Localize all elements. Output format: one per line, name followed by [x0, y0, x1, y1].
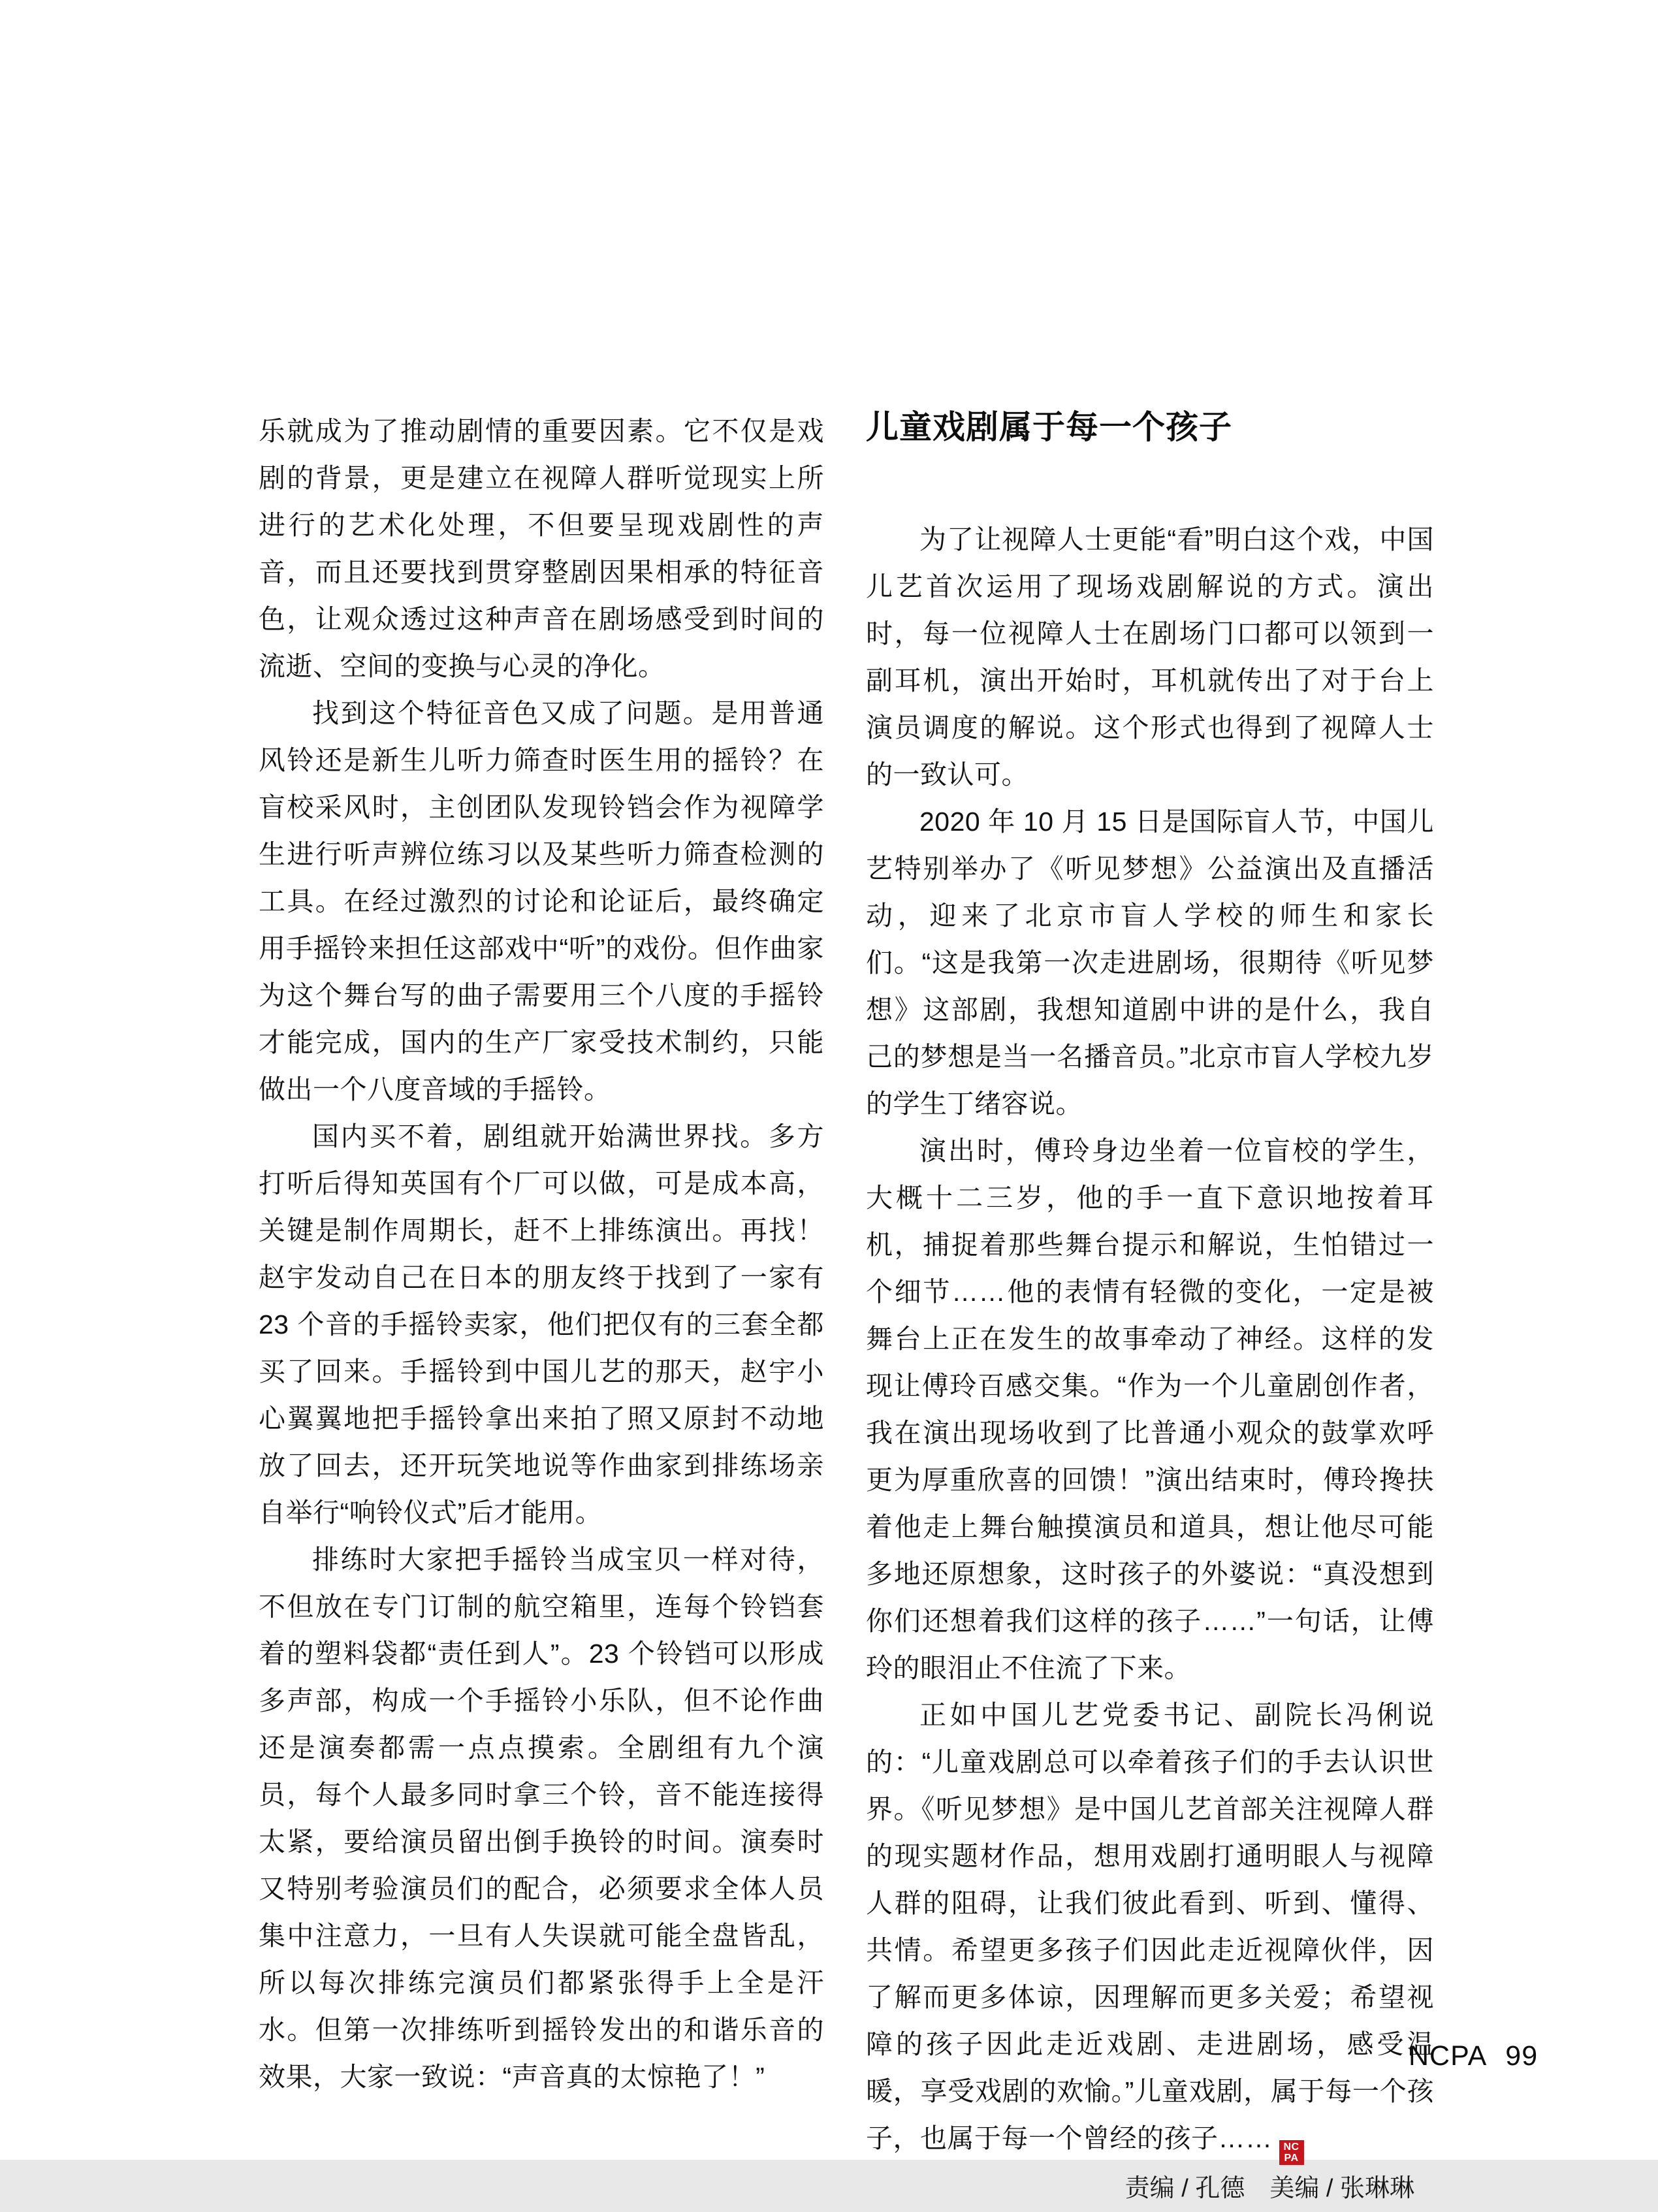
editor-byline: 责编 / 孔德 美编 / 张琳琳: [1124, 2175, 1414, 2202]
left-text-column: [259, 408, 824, 2100]
paragraph: 找到这个特征音色又成了问题。是用普通风铃还是新生儿听力筛查时医生用的摇铃？在盲校采风时，主创团队发现铃铛会作为视障学生进行听声辨位练习以及某些听力筛查检测的工具。在经过激烈的讨论和论证后，最终确定用手摇铃来担任这部戏中“听”的戏份。但作曲家为这个舞台写的曲子需要用三个八度的手摇铃才能完成，国内的生产厂家受技术制约，只能做出一个八度音域的手摇铃。: [259, 698, 824, 1104]
ncpa-end-mark-line1: NC: [1283, 2141, 1299, 2153]
right-text-column: [866, 408, 1434, 2212]
paragraph: 排练时大家把手摇铃当成宝贝一样对待，不但放在专门订制的航空箱里，连每个铃铛套着的塑料袋都“责任到人”。23 个铃铛可以形成多声部，构成一个手摇铃小乐队，但不论作曲还是演奏都需一点点摸索。全剧组有九个演员，每个人最多同时拿三个铃，音不能连接得太紧，要给演员留出倒手换铃的时间。演奏时又特别考验演员们的配合，必须要求全体人员集中注意力，一旦有人失误就可能全盘皆乱，所以每次排练完演员们都紧张得手上全是汗水。但第一次排练听到摇铃发出的和谐乐音的效果，大家一致说：“声音真的太惊艳了！”: [259, 1545, 824, 2092]
paragraph: 演出时，傅玲身边坐着一位盲校的学生，大概十二三岁，他的手一直下意识地按着耳机，捕捉着那些舞台提示和解说，生怕错过一个细节……他的表情有轻微的变化，一定是被舞台上正在发生的故事牵动了神经。这样的发现让傅玲百感交集。“作为一个儿童剧创作者，我在演出现场收到了比普通小观众的鼓掌欢呼更为厚重欣喜的回馈！”演出结束时，傅玲搀扶着他走上舞台触摸演员和道具，想让他尽可能多地还原想象，这时孩子的外婆说：“真没想到你们还想着我们这样的孩子……”一句话，让傅玲的眼泪止不住流了下来。: [866, 1136, 1434, 1683]
paragraph: 国内买不着，剧组就开始满世界找。多方打听后得知英国有个厂可以做，可是成本高，关键是制作周期长，赶不上排练演出。再找！赵宇发动自己在日本的朋友终于找到了一家有 23 个音的手摇铃卖家，他们把仅有的三套全都买了回来。手摇铃到中国儿艺的那天，赵宇小心翼翼地把手摇铃拿出来拍了照又原封不动地放了回去，还开玩笑地说等作曲家到排练场亲自举行“响铃仪式”后才能用。: [259, 1121, 824, 1528]
paragraph: [866, 1691, 1434, 2165]
footer-page-number: 99: [1505, 2040, 1538, 2072]
paragraph-text: 正如中国儿艺党委书记、副院长冯俐说的：“儿童戏剧总可以牵着孩子们的手去认识世界。《听见梦想》是中国儿艺首部关注视障人群的现实题材作品，想用戏剧打通明眼人与视障人群的阻碍，让我们彼此看到、听到、懂得、共情。希望更多孩子们因此走近视障伙伴，因了解而更多体谅，因理解而更多关爱；希望视障的孩子因此走近戏剧、走进剧场，感受温暖，享受戏剧的欢愉。”儿童戏剧，属于每一个孩子，也属于每一个曾经的孩子……: [866, 1700, 1434, 2153]
section-heading: 儿童戏剧属于每一个孩子: [866, 409, 1232, 445]
paragraph: 乐就成为了推动剧情的重要因素。它不仅是戏剧的背景，更是建立在视障人群听觉现实上所进行的艺术化处理，不但要呈现戏剧性的声音，而且还要找到贯穿整剧因果相承的特征音色，让观众透过这种声音在剧场感受到时间的流逝、空间的变换与心灵的净化。: [259, 416, 824, 681]
paragraph: 为了让视障人士更能“看”明白这个戏，中国儿艺首次运用了现场戏剧解说的方式。演出时，每一位视障人士在剧场门口都可以领到一副耳机，演出开始时，耳机就传出了对于台上演员调度的解说。这个形式也得到了视障人士的一致认可。: [866, 524, 1434, 790]
ncpa-end-mark-line2: PA: [1284, 2153, 1299, 2164]
page-footer: [1409, 2040, 1538, 2072]
footer-brand: NCPA: [1409, 2040, 1488, 2072]
paragraph: 2020 年 10 月 15 日是国际盲人节，中国儿艺特别举办了《听见梦想》公益演出及直播活动，迎来了北京市盲人学校的师生和家长们。“这是我第一次走进剧场，很期待《听见梦想》这部剧，我想知道剧中讲的是什么，我自己的梦想是当一名播音员。”北京市盲人学校九岁的学生丁绪容说。: [866, 807, 1434, 1119]
ncpa-end-mark-logo: [1279, 2140, 1304, 2165]
